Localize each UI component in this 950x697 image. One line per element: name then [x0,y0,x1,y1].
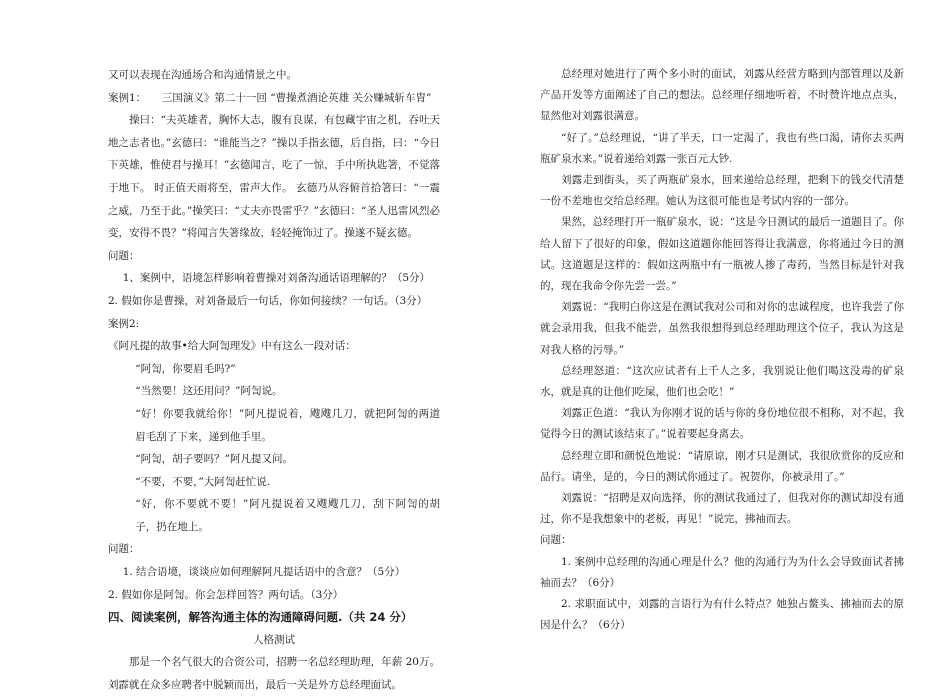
story-paragraph: 那是一个名气很大的合资公司，招聘一名总经理助理，年薪 20万。刘霹就在众多应聘者中脱颖而出，最后一关是外方总经理面试。 [108,656,440,692]
case1-passage: 操曰：“夫英雄者，胸怀大志，腹有良谋，有包藏宇宙之机，吞吐天地之志者也。”玄德曰：“谁能当之？”操以手指玄德，后自指，曰：“今日下英雄，惟使君与操耳！”玄德闻言，吃了一惊，手中所执匙箸，不觉落于地下。 时正值天雨将至，雷声大作。 玄德乃从容俯首拾箸曰：“一震之威，乃至于此。”操笑曰：“丈夫亦畏雷乎？”玄德曰：“圣人迅雷风烈必变，安得不畏？”将闻言失箸缘故，轻轻掩饰过了。操遂不疑玄德。 [108,114,440,240]
dialogue-line: “阿訇，你要眉毛吗?” [135,362,236,375]
dialogue-line: “当然要！这还用问？”阿訇说。 [135,385,283,398]
left-column [108,64,440,697]
case2-question-label: 问题： [108,543,140,556]
dialogue-line: “好，你不要就不要！”阿凡提说着又飕飕几刀，刮下阿訇的胡子，扔在地上。 [135,498,440,533]
case1-question-label: 问题： [108,249,140,262]
case2-heading: 案例2: [108,317,140,330]
section-4-title: 四、阅读案例，解答沟通主体的沟通障碍问题.（共 24 分） [108,610,413,625]
story-question-1: 1. 案例中总经理的沟通心理是什么？他的沟通行为为什么会导致面试者拂袖而去？（6分） [540,555,904,589]
story-question-label: 问题： [540,534,572,547]
story-paragraph: “好了。”总经理说，“讲了半天，口一定渴了，我也有些口渴，请你去买两瓶矿泉水来。”说着递给刘露一张百元大钞. [540,131,904,165]
right-column [540,64,904,636]
story-paragraph: 总经理怒道：“这次应试者有上千人之多，我别说让他们喝这没毒的矿泉水，就是真的让他们吃屎，他们也会吃！” [540,364,904,399]
dialogue-line: “阿訇，胡子要吗？”阿凡提又问。 [135,453,294,466]
case2-question-1: 1. 结合语境，谈谈应如何理解阿凡提话语中的含意？（5分） [122,566,406,579]
case1-question-1: 1、案例中，语境怎样影响着曹操对刘备沟通话语理解的？（5分） [122,272,431,285]
story-paragraph: 总经理对她进行了两个多小时的面试，刘露从经营方略到内部管理以及新产品开发等方面阐述了自己的想法。总经理仔细地听着，不时赞许地点点头，显然他对刘露很满意。 [540,68,904,123]
story-title: 人格测试 [253,633,295,646]
case2-source: 《阿凡提的故事•给大阿訇理发》中有这么一段对话： [108,340,356,353]
dialogue-line: “不要，不要，”大阿訇赶忙说. [135,475,271,488]
story-paragraph: 刘露正色道：“我认为你刚才说的话与你的身份地位很不相称，对不起，我觉得今日的测试该结束了。”说着要起身离去。 [540,407,904,441]
story-paragraph: 果然，总经理打开一瓶矿泉水，说：“这是今日测试的最后一道题目了。你给人留下了很好的印象，假如这道题你能回答得让我满意，你将通过今日的测试。这道题是这样的：假如这两瓶中有一瓶被人掺了毒药，当然目标是针对我的，现在我命令你先尝一尝。” [540,216,904,293]
dialogue-line: “好！你要我就给你！”阿凡提说着，飕飕几刀，就把阿訇的两道眉毛刮了下来，递到他手里。 [135,407,440,443]
case1-heading: 案例1： 三国演义》第二十一回 “曹操煮酒论英雄 关公赚城斩车胄” [108,91,432,104]
case1-question-2: 2. 假如你是曹操，对刘备最后一句话，你如何接续？一句话。（3分） [108,294,428,307]
story-question-2: 2. 求职面试中，刘露的言语行为有什么特点？她独占鳌头、拂袖而去的原因是什么？（6分） [540,598,904,632]
story-paragraph: 总经理立即和颜悦色地说：“请原谅，刚才只是测试，我很欣赏你的反应和品行。请坐，是的，今日的测试你通过了。祝贺你，你被录用了。” [540,449,904,483]
story-paragraph: 刘露说：“招聘是双向选择，你的测试我通过了，但我对你的测试却没有通过，你不是我想象中的老板，再见！”说完，拂袖而去。 [540,492,904,526]
story-paragraph: 刘露说：“我明白你这是在测试我对公司和对你的忠诚程度，也许我尝了你就会录用我，但我不能尝，虽然我很想得到总经理助理这个位子，我认为这是对我人格的污辱。” [540,301,904,356]
story-paragraph: 刘露走到街头，买了两瓶矿泉水，回来递给总经理，把剩下的钱交代清楚一份不差地也交给总经理。她认为这很可能也是考试内容的一部分。 [540,174,904,208]
intro-line: 又可以表现在沟通场合和沟通情景之中。 [108,69,297,81]
case2-question-2: 2. 假如你是阿訇。你会怎样回答？两句话。（3分） [108,588,344,601]
